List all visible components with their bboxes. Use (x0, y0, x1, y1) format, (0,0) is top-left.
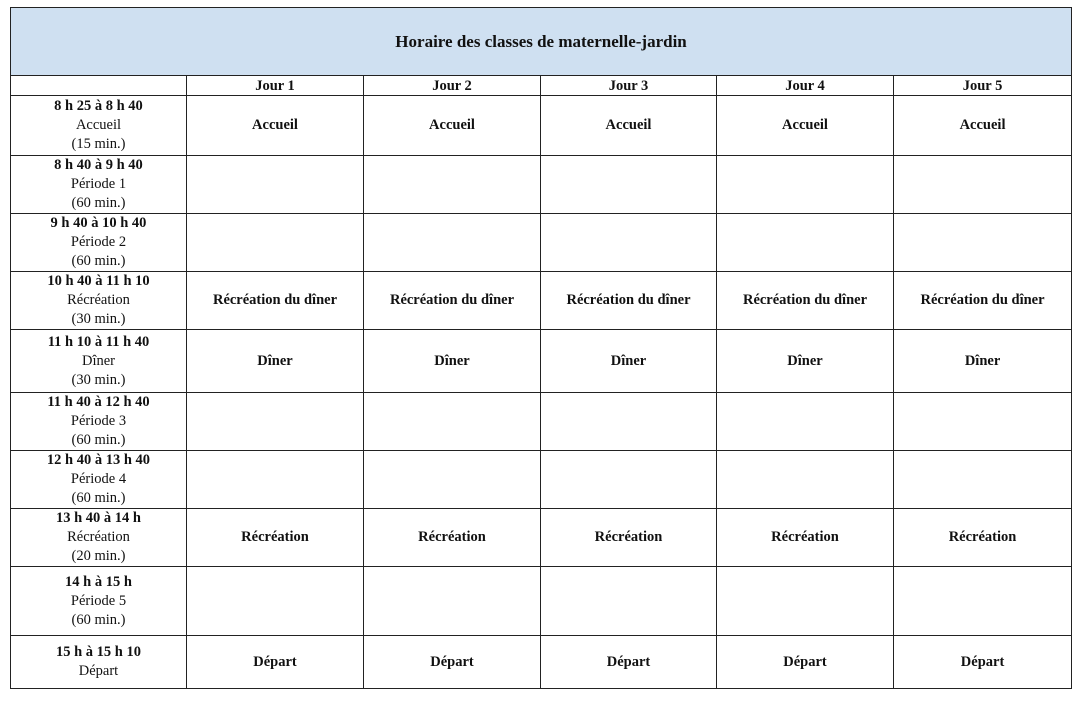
activity-cell (187, 393, 364, 451)
table-row (11, 272, 1072, 330)
activity-cell (187, 214, 364, 272)
activity-cell: Récréation (364, 509, 541, 567)
header-day-1: Jour 1 (187, 76, 364, 96)
period-name: Accueil (75, 117, 122, 133)
activity-cell (894, 214, 1072, 272)
activity-cell: Accueil (364, 96, 541, 156)
time-range: 8 h 40 à 9 h 40 (54, 157, 143, 173)
time-range: 15 h à 15 h 10 (55, 644, 141, 660)
schedule-title: Horaire des classes de maternelle-jardin (11, 8, 1072, 76)
time-slot-cell (11, 272, 187, 330)
period-name: Récréation (67, 292, 130, 308)
time-range: 12 h 40 à 13 h 40 (46, 452, 151, 468)
table-row (11, 636, 1072, 689)
period-name: Période 1 (70, 176, 127, 192)
activity-cell (364, 393, 541, 451)
period-duration: (60 min.) (71, 611, 126, 628)
schedule-table (10, 7, 1072, 689)
header-day-4: Jour 4 (717, 76, 894, 96)
activity-cell (187, 567, 364, 636)
activity-cell (541, 214, 717, 272)
activity-cell (541, 567, 717, 636)
table-row (11, 96, 1072, 156)
period-duration: (60 min.) (71, 253, 126, 269)
activity-cell (894, 567, 1072, 636)
header-day-2: Jour 2 (364, 76, 541, 96)
period-name: Période 5 (70, 592, 127, 609)
activity-cell: Récréation du dîner (717, 272, 894, 330)
time-range: 14 h à 15 h (65, 573, 132, 590)
table-row (11, 393, 1072, 451)
activity-cell (364, 451, 541, 509)
time-slot-cell (11, 567, 187, 636)
header-day-3: Jour 3 (541, 76, 717, 96)
time-slot-cell (11, 636, 187, 689)
header-day-5: Jour 5 (894, 76, 1072, 96)
activity-cell (717, 451, 894, 509)
time-slot-cell (11, 330, 187, 393)
header-row (11, 76, 1072, 96)
activity-cell (717, 567, 894, 636)
activity-cell: Récréation du dîner (187, 272, 364, 330)
table-row (11, 451, 1072, 509)
activity-cell (894, 156, 1072, 214)
time-slot-cell (11, 156, 187, 214)
activity-cell: Départ (187, 636, 364, 689)
time-range: 11 h 10 à 11 h 40 (47, 333, 150, 350)
activity-cell: Départ (541, 636, 717, 689)
time-slot-cell (11, 96, 187, 156)
activity-cell: Dîner (187, 330, 364, 393)
period-duration: (15 min.) (71, 136, 126, 152)
activity-cell: Récréation (894, 509, 1072, 567)
time-range: 13 h 40 à 14 h (55, 510, 141, 526)
activity-cell: Départ (894, 636, 1072, 689)
period-name: Période 4 (70, 471, 127, 487)
activity-cell: Récréation (541, 509, 717, 567)
time-range: 8 h 25 à 8 h 40 (54, 98, 143, 114)
period-duration: (60 min.) (71, 432, 126, 448)
period-duration: (60 min.) (71, 195, 126, 211)
activity-cell: Dîner (717, 330, 894, 393)
time-range: 11 h 40 à 12 h 40 (47, 394, 150, 410)
activity-cell (717, 393, 894, 451)
activity-cell (541, 451, 717, 509)
activity-cell (717, 156, 894, 214)
table-row (11, 330, 1072, 393)
activity-cell (894, 393, 1072, 451)
activity-cell (364, 567, 541, 636)
period-name: Départ (78, 663, 119, 679)
activity-cell (717, 214, 894, 272)
activity-cell (187, 156, 364, 214)
table-row (11, 509, 1072, 567)
period-name: Période 2 (70, 234, 127, 250)
time-slot-cell (11, 451, 187, 509)
activity-cell: Départ (717, 636, 894, 689)
activity-cell (364, 156, 541, 214)
activity-cell: Récréation (717, 509, 894, 567)
activity-cell: Dîner (894, 330, 1072, 393)
activity-cell: Accueil (717, 96, 894, 156)
period-name: Dîner (81, 352, 115, 369)
time-slot-cell (11, 509, 187, 567)
header-corner (11, 76, 187, 96)
activity-cell (364, 214, 541, 272)
activity-cell: Accueil (187, 96, 364, 156)
table-row (11, 567, 1072, 636)
activity-cell: Dîner (541, 330, 717, 393)
activity-cell: Accueil (894, 96, 1072, 156)
time-range: 9 h 40 à 10 h 40 (50, 215, 147, 231)
activity-cell: Récréation du dîner (541, 272, 717, 330)
table-row (11, 214, 1072, 272)
activity-cell (541, 156, 717, 214)
activity-cell: Récréation (187, 509, 364, 567)
period-name: Période 3 (70, 413, 127, 429)
activity-cell: Dîner (364, 330, 541, 393)
activity-cell: Accueil (541, 96, 717, 156)
period-duration: (20 min.) (71, 548, 126, 564)
activity-cell: Récréation du dîner (894, 272, 1072, 330)
period-duration: (30 min.) (71, 371, 126, 388)
period-duration: (30 min.) (71, 311, 126, 327)
activity-cell (541, 393, 717, 451)
activity-cell (187, 451, 364, 509)
activity-cell: Récréation du dîner (364, 272, 541, 330)
time-slot-cell (11, 393, 187, 451)
activity-cell (894, 451, 1072, 509)
period-duration: (60 min.) (71, 490, 126, 506)
time-range: 10 h 40 à 11 h 10 (47, 273, 150, 289)
time-slot-cell (11, 214, 187, 272)
activity-cell: Départ (364, 636, 541, 689)
period-name: Récréation (67, 529, 130, 545)
table-row (11, 156, 1072, 214)
